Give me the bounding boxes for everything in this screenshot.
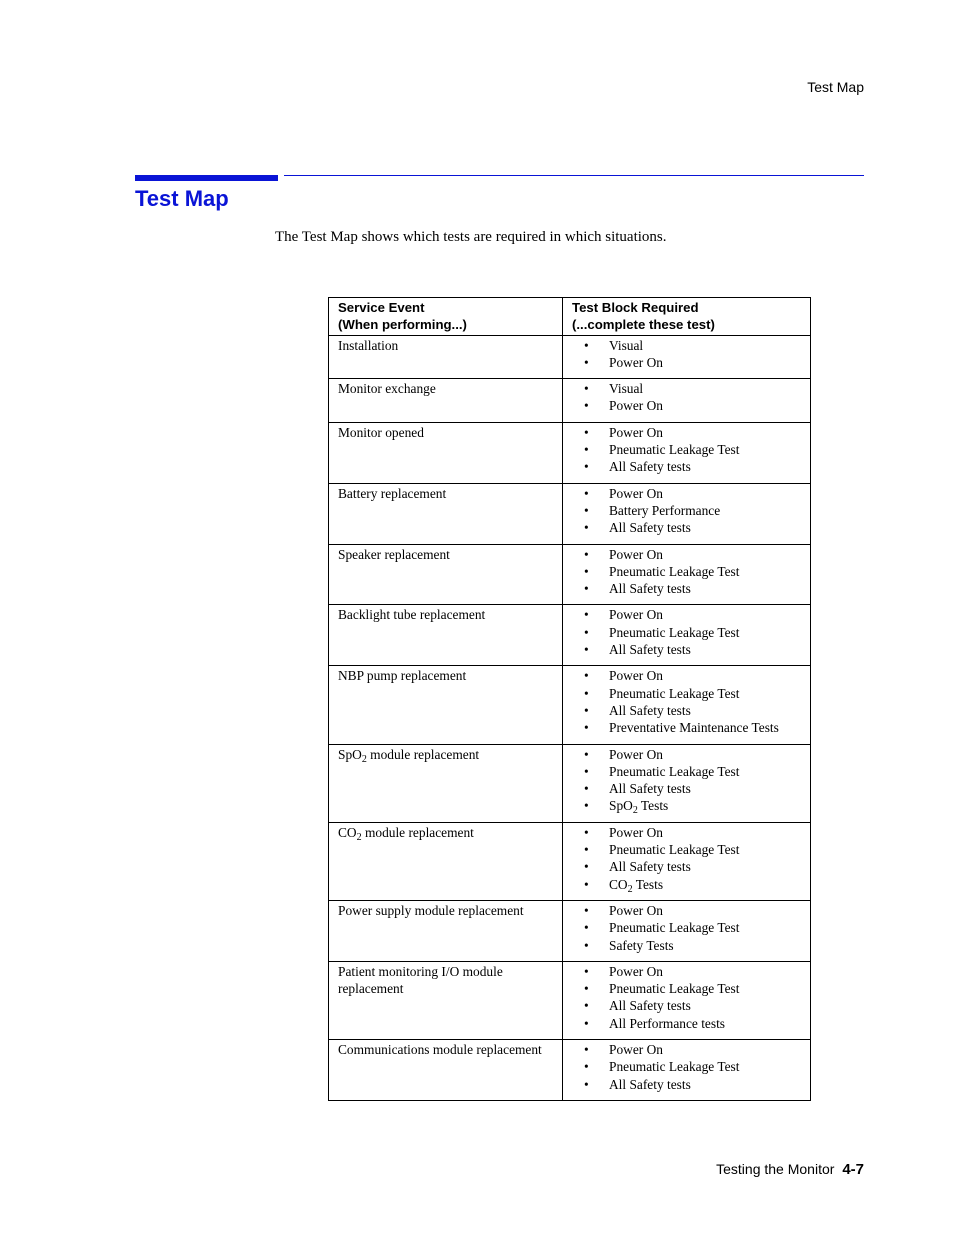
test-name: Power On <box>609 746 663 762</box>
bullet-icon: • <box>584 1015 589 1031</box>
bullet-icon: • <box>584 642 589 658</box>
test-name: All Performance tests <box>609 1015 726 1031</box>
bullet-icon: • <box>584 485 589 501</box>
test-block-cell <box>563 822 811 900</box>
test-list-item <box>584 997 802 1014</box>
bullet-icon: • <box>584 720 589 736</box>
column-header-line: Test Block Required <box>572 300 699 315</box>
bullet-icon: • <box>584 937 589 953</box>
table-row <box>329 900 811 961</box>
bullet-icon: • <box>584 337 589 353</box>
bullet-icon: • <box>584 981 589 997</box>
service-event-cell <box>329 822 563 900</box>
service-event-cell <box>329 422 563 483</box>
test-name: Pneumatic Leakage Test <box>609 842 740 858</box>
bullet-icon: • <box>584 502 589 518</box>
test-list-item <box>584 702 802 719</box>
service-event-cell <box>329 379 563 423</box>
bullet-icon: • <box>584 520 589 536</box>
service-event-cell <box>329 483 563 544</box>
test-list-item <box>584 485 802 502</box>
test-name: Tests <box>637 798 669 814</box>
test-name: All Safety tests <box>609 520 691 536</box>
table-row <box>329 822 811 900</box>
test-list-item <box>584 354 802 371</box>
test-name: All Safety tests <box>609 642 691 658</box>
bullet-icon: • <box>584 902 589 918</box>
subscript: 2 <box>627 883 633 895</box>
column-header-line: Service Event <box>338 300 425 315</box>
test-name: Power On <box>609 398 663 414</box>
table-row <box>329 666 811 744</box>
test-name: Pneumatic Leakage Test <box>609 563 740 579</box>
service-event-text: Installation <box>338 337 399 353</box>
bullet-icon: • <box>584 398 589 414</box>
test-list <box>572 1041 802 1093</box>
table-row <box>329 605 811 666</box>
test-name: All Safety tests <box>609 702 691 718</box>
test-block-cell <box>563 744 811 822</box>
test-block-cell <box>563 900 811 961</box>
test-list-item <box>584 458 802 475</box>
service-event-text: Monitor exchange <box>338 381 436 397</box>
test-list-item <box>584 1015 802 1032</box>
service-event-cell <box>329 335 563 379</box>
service-event-text: Communications module replacement <box>338 1041 542 1057</box>
bullet-icon: • <box>584 998 589 1014</box>
test-name: All Safety tests <box>609 581 691 597</box>
bullet-icon: • <box>584 781 589 797</box>
bullet-icon: • <box>584 1076 589 1092</box>
test-list-item <box>584 424 802 441</box>
bullet-icon: • <box>584 1041 589 1057</box>
intro-paragraph: The Test Map shows which tests are required in which situations. <box>275 229 667 245</box>
service-event-cell <box>329 544 563 605</box>
test-list-item <box>584 858 802 875</box>
table-row <box>329 961 811 1039</box>
bullet-icon: • <box>584 424 589 440</box>
bullet-icon: • <box>584 798 589 814</box>
test-block-cell <box>563 379 811 423</box>
test-name: Power On <box>609 902 663 918</box>
section-rule-thin <box>284 175 864 176</box>
test-name: Preventative Maintenance Tests <box>609 720 779 736</box>
running-head: Test Map <box>807 79 864 95</box>
bullet-icon: • <box>584 920 589 936</box>
test-block-cell <box>563 605 811 666</box>
test-name: All Safety tests <box>609 781 691 797</box>
test-list-item <box>584 719 802 736</box>
test-name: CO <box>609 876 628 892</box>
test-list <box>572 667 802 736</box>
test-list-item <box>584 763 802 780</box>
service-event-cell <box>329 744 563 822</box>
service-event-text: NBP pump replacement <box>338 668 467 684</box>
bullet-icon: • <box>584 746 589 762</box>
bullet-icon: • <box>584 842 589 858</box>
table-row <box>329 335 811 379</box>
bullet-icon: • <box>584 607 589 623</box>
test-list <box>572 606 802 658</box>
test-name: Power On <box>609 546 663 562</box>
bullet-icon: • <box>584 563 589 579</box>
service-event-text: CO <box>338 824 357 840</box>
test-list-item <box>584 685 802 702</box>
service-event-text: module replacement <box>361 824 474 840</box>
test-list-item <box>584 441 802 458</box>
service-event-cell <box>329 605 563 666</box>
bullet-icon: • <box>584 702 589 718</box>
table-row <box>329 544 811 605</box>
test-list-item <box>584 797 802 817</box>
bullet-icon: • <box>584 442 589 458</box>
test-list-item <box>584 1076 802 1093</box>
test-list-item <box>584 624 802 641</box>
test-list <box>572 337 802 372</box>
test-list-item <box>584 746 802 763</box>
test-name: All Safety tests <box>609 859 691 875</box>
bullet-icon: • <box>584 668 589 684</box>
bullet-icon: • <box>584 876 589 892</box>
test-list-item <box>584 502 802 519</box>
test-name: Pneumatic Leakage Test <box>609 624 740 640</box>
page-number: 4-7 <box>842 1161 864 1178</box>
test-list-item <box>584 641 802 658</box>
test-name: Tests <box>632 876 664 892</box>
test-list <box>572 485 802 537</box>
table-header-row <box>329 298 811 336</box>
test-list <box>572 424 802 476</box>
test-list-item <box>584 937 802 954</box>
test-name: Power On <box>609 485 663 501</box>
service-event-text: Speaker replacement <box>338 546 450 562</box>
test-list-item <box>584 546 802 563</box>
test-list-item <box>584 919 802 936</box>
section-rule-thick <box>135 175 278 181</box>
service-event-text: Patient monitoring I/O module <box>338 963 503 979</box>
service-event-text: SpO <box>338 746 362 762</box>
test-name: Power On <box>609 354 663 370</box>
test-list-item <box>584 337 802 354</box>
column-header-line: (When performing...) <box>338 317 467 333</box>
test-name: Power On <box>609 963 663 979</box>
test-list-item <box>584 580 802 597</box>
test-map-table <box>328 297 811 1101</box>
test-name: All Safety tests <box>609 459 691 475</box>
service-event-cell <box>329 1039 563 1100</box>
test-list-item <box>584 563 802 580</box>
table-row <box>329 422 811 483</box>
test-list <box>572 963 802 1032</box>
test-name: Power On <box>609 1041 663 1057</box>
test-list-item <box>584 519 802 536</box>
column-header-line: (...complete these test) <box>572 317 715 333</box>
test-list <box>572 546 802 598</box>
test-list-item <box>584 902 802 919</box>
bullet-icon: • <box>584 381 589 397</box>
table-body <box>329 335 811 1100</box>
bullet-icon: • <box>584 685 589 701</box>
bullet-icon: • <box>584 354 589 370</box>
bullet-icon: • <box>584 546 589 562</box>
test-list <box>572 380 802 415</box>
test-list-item <box>584 380 802 397</box>
test-name: Safety Tests <box>609 937 674 953</box>
test-name: Pneumatic Leakage Test <box>609 763 740 779</box>
service-event-text: replacement <box>338 981 404 997</box>
table-row <box>329 1039 811 1100</box>
test-list <box>572 746 802 815</box>
test-block-cell <box>563 483 811 544</box>
test-list-item <box>584 397 802 414</box>
test-list-item <box>584 876 802 893</box>
section-title: Test Map <box>135 186 229 211</box>
test-list-item <box>584 824 802 841</box>
test-name: Battery Performance <box>609 502 721 518</box>
test-list-item <box>584 606 802 623</box>
test-name: Pneumatic Leakage Test <box>609 685 740 701</box>
bullet-icon: • <box>584 763 589 779</box>
test-name: All Safety tests <box>609 998 691 1014</box>
service-event-text: Monitor opened <box>338 424 424 440</box>
test-name: Power On <box>609 824 663 840</box>
bullet-icon: • <box>584 963 589 979</box>
test-name: Pneumatic Leakage Test <box>609 1059 740 1075</box>
test-block-cell <box>563 335 811 379</box>
bullet-icon: • <box>584 824 589 840</box>
bullet-icon: • <box>584 459 589 475</box>
service-event-cell <box>329 961 563 1039</box>
column-header-test-block <box>563 298 811 336</box>
test-list-item <box>584 841 802 858</box>
test-name: Power On <box>609 607 663 623</box>
test-block-cell <box>563 544 811 605</box>
test-block-cell <box>563 666 811 744</box>
service-event-text: Battery replacement <box>338 485 447 501</box>
column-header-service-event <box>329 298 563 336</box>
service-event-text: Power supply module replacement <box>338 902 524 918</box>
test-list <box>572 824 802 893</box>
test-list <box>572 902 802 954</box>
service-event-text: module replacement <box>366 746 480 762</box>
subscript: 2 <box>632 805 638 817</box>
test-list-item <box>584 667 802 684</box>
test-name: Pneumatic Leakage Test <box>609 981 740 997</box>
test-name: Visual <box>609 337 644 353</box>
bullet-icon: • <box>584 1059 589 1075</box>
table-row <box>329 483 811 544</box>
test-list-item <box>584 963 802 980</box>
test-name: Visual <box>609 381 644 397</box>
test-name: Pneumatic Leakage Test <box>609 442 740 458</box>
test-name: Power On <box>609 424 663 440</box>
test-list-item <box>584 980 802 997</box>
subscript: 2 <box>356 831 362 843</box>
footer-chapter: Testing the Monitor <box>716 1161 835 1177</box>
table-row <box>329 379 811 423</box>
service-event-cell <box>329 666 563 744</box>
test-name: Pneumatic Leakage Test <box>609 920 740 936</box>
service-event-cell <box>329 900 563 961</box>
test-block-cell <box>563 422 811 483</box>
test-list-item <box>584 780 802 797</box>
table-row <box>329 744 811 822</box>
bullet-icon: • <box>584 859 589 875</box>
bullet-icon: • <box>584 581 589 597</box>
page-footer <box>716 1161 864 1178</box>
test-list-item <box>584 1041 802 1058</box>
test-list-item <box>584 1058 802 1075</box>
test-name: Power On <box>609 668 663 684</box>
test-block-cell <box>563 1039 811 1100</box>
service-event-text: Backlight tube replacement <box>338 607 486 623</box>
test-name: SpO <box>609 798 633 814</box>
subscript: 2 <box>361 753 367 765</box>
test-block-cell <box>563 961 811 1039</box>
bullet-icon: • <box>584 624 589 640</box>
test-name: All Safety tests <box>609 1076 691 1092</box>
